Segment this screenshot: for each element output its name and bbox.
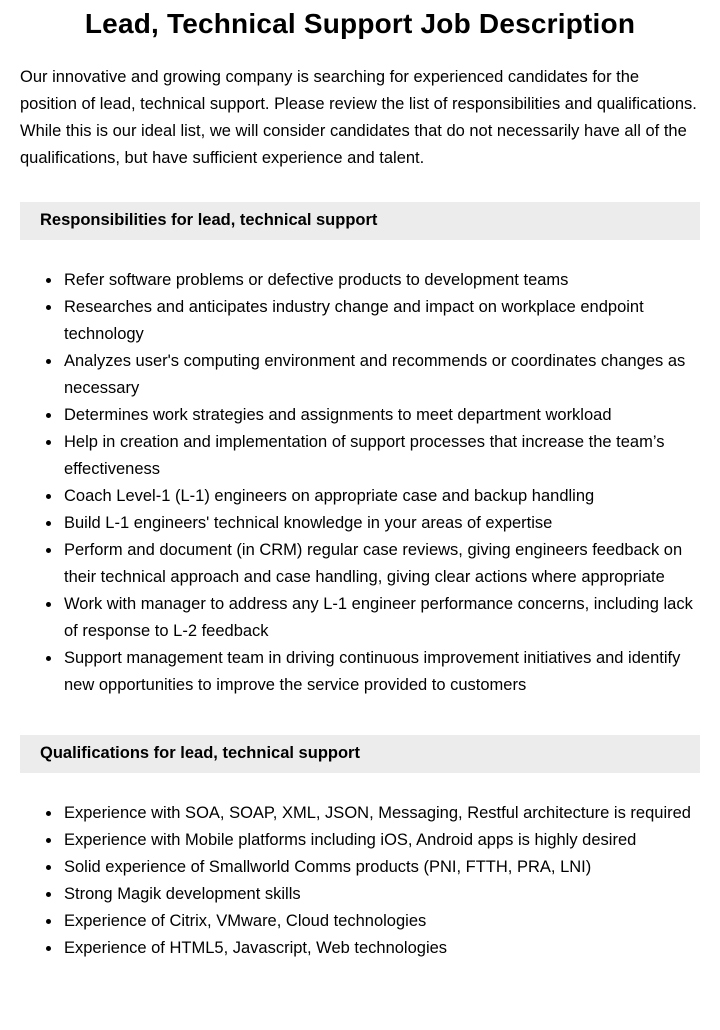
qualification-item: • Strong Magik development skills [62, 881, 700, 908]
qualification-item: • Experience with Mobile platforms including iOS, Android apps is highly desired [62, 827, 700, 854]
qualification-item: • Experience with SOA, SOAP, XML, JSON, Messaging, Restful architecture is required [62, 800, 700, 827]
intro-paragraph: Our innovative and growing company is searching for experienced candidates for the position of lead, technical support. Please review the list of responsibilities and qualifications. While this is our ideal list, we will consider candidates that do not necessarily have all of the qualifications, but have sufficient experience and talent. [20, 68, 697, 167]
responsibility-item: • Determines work strategies and assignments to meet department workload [62, 402, 700, 429]
responsibilities-list [20, 267, 700, 699]
qualifications-section-header [20, 735, 700, 773]
responsibility-item: • Support management team in driving continuous improvement initiatives and identify new opportunities to improve the service provided to customers [62, 645, 700, 699]
responsibility-item: • Build L-1 engineers' technical knowledge in your areas of expertise [62, 510, 700, 537]
responsibility-item: • Researches and anticipates industry change and impact on workplace endpoint technology [62, 294, 700, 348]
responsibility-item: • Perform and document (in CRM) regular case reviews, giving engineers feedback on their technical approach and case handling, giving clear actions where appropriate [62, 537, 700, 591]
responsibility-item: • Refer software problems or defective products to development teams [62, 267, 700, 294]
responsibility-item: • Analyzes user's computing environment and recommends or coordinates changes as necessary [62, 348, 700, 402]
qualification-item: • Experience of HTML5, Javascript, Web technologies [62, 935, 700, 962]
page-title: Lead, Technical Support Job Description [84, 8, 636, 39]
responsibility-item: • Coach Level-1 (L-1) engineers on appropriate case and backup handling [62, 483, 700, 510]
responsibilities-section-header [20, 202, 700, 240]
qualifications-heading: Qualifications for lead, technical support [40, 744, 360, 762]
responsibilities-heading: Responsibilities for lead, technical support [40, 211, 378, 229]
qualifications-list [20, 800, 700, 962]
qualification-item: • Solid experience of Smallworld Comms products (PNI, FTTH, PRA, LNI) [62, 854, 700, 881]
qualification-item: • Experience of Citrix, VMware, Cloud technologies [62, 908, 700, 935]
responsibility-item: • Work with manager to address any L-1 engineer performance concerns, including lack of response to L-2 feedback [62, 591, 700, 645]
responsibility-item: • Help in creation and implementation of support processes that increase the team’s effectiveness [62, 429, 700, 483]
